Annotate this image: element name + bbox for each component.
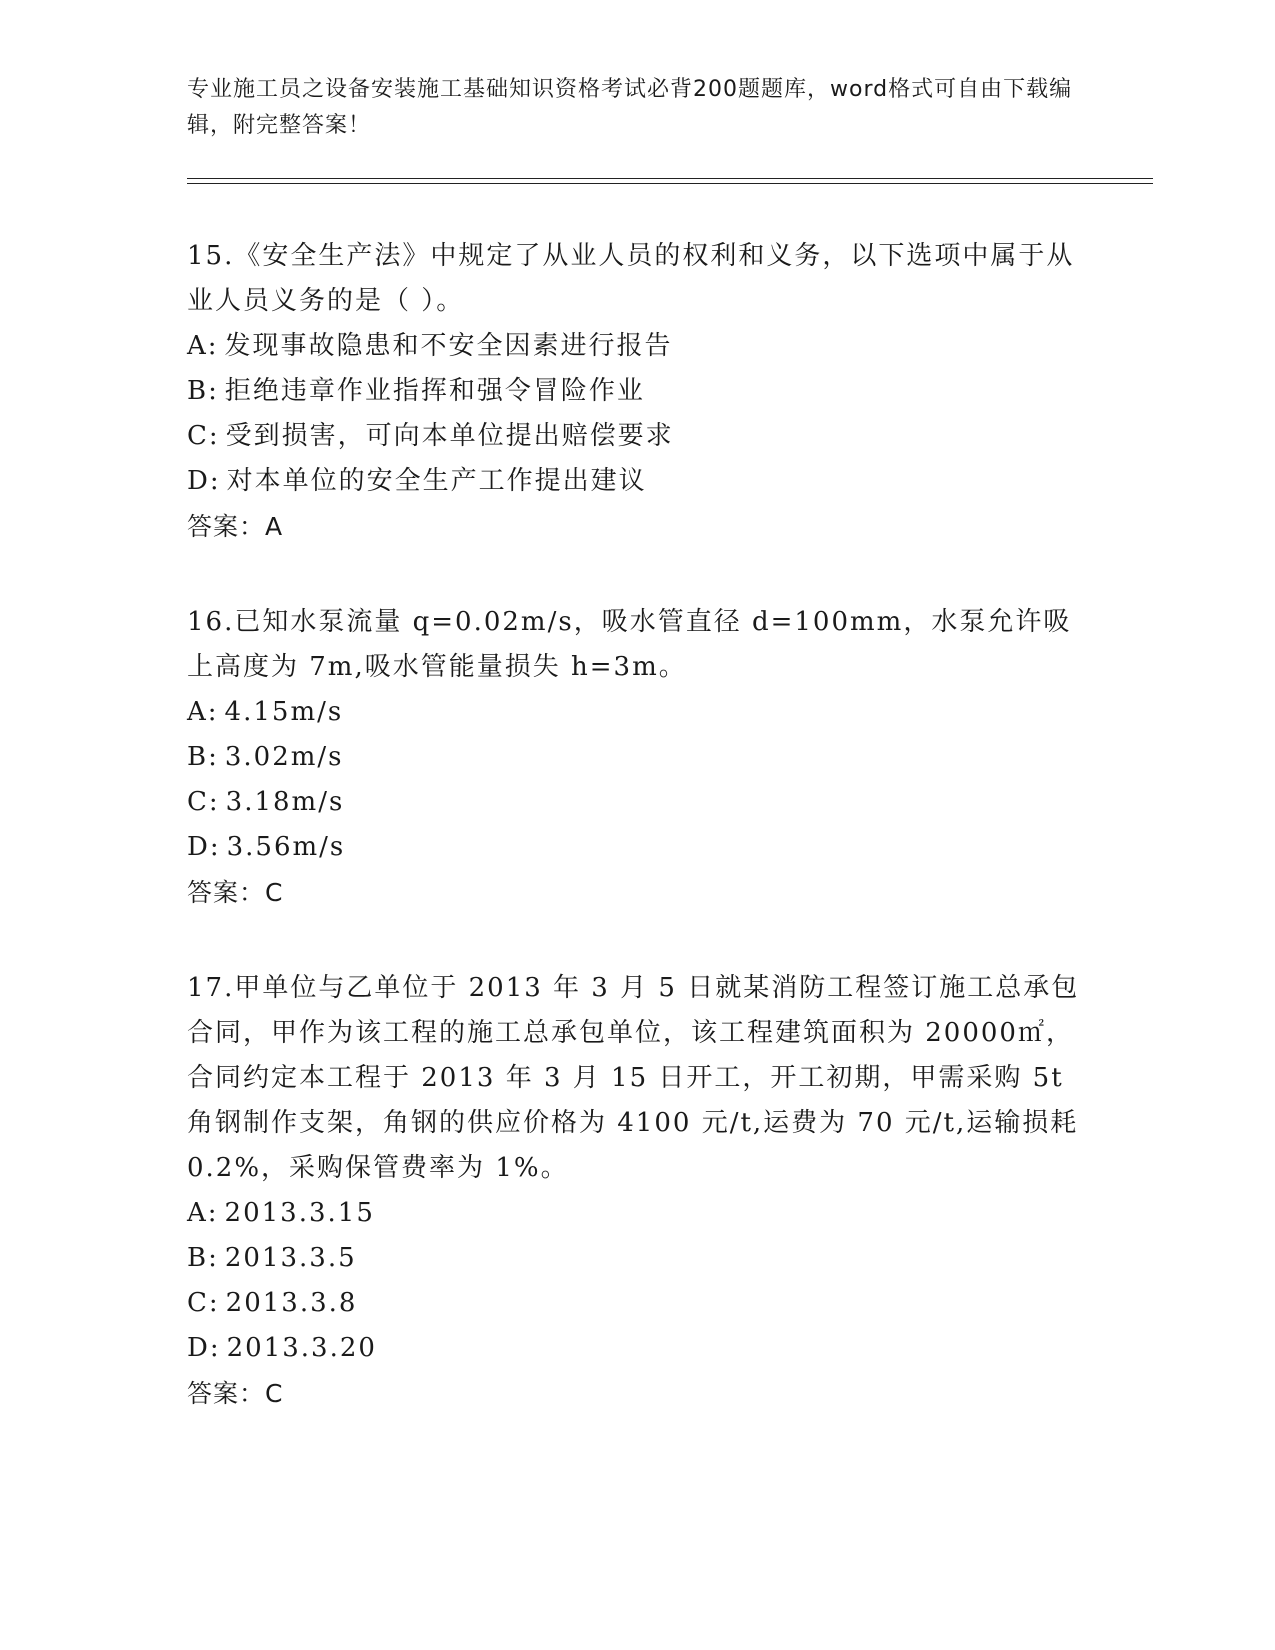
option-d: [187, 825, 1087, 870]
option-label: C:: [187, 421, 220, 451]
answer: 答案：C: [187, 1379, 284, 1408]
option-label: C:: [187, 1288, 220, 1318]
option-text: 2013.3.5: [224, 1243, 357, 1273]
option-label: B:: [187, 376, 219, 406]
option-text: 3.56m/s: [226, 832, 346, 862]
question-text: 16.已知水泵流量 q=0.02m/s，吸水管直径 d=100mm，水泵允许吸上高度为 7m,吸水管能量损失 h=3m。: [187, 607, 1072, 682]
option-c: [187, 1281, 1087, 1326]
option-label: C:: [187, 787, 220, 817]
option-text: 受到损害，可向本单位提出赔偿要求: [225, 421, 674, 451]
answer: 答案：A: [187, 512, 284, 541]
question-15: [187, 234, 1087, 549]
option-label: A:: [187, 331, 219, 361]
option-text: 2013.3.15: [224, 1198, 375, 1228]
header-divider-bottom: [187, 183, 1153, 184]
question-text: 17.甲单位与乙单位于 2013 年 3 月 5 日就某消防工程签订施工总承包合同，甲作为该工程的施工总承包单位，该工程建筑面积为 20000㎡，合同约定本工程于 2013 年 3 月 15 日开工，开工初期，甲需采购 5t 角钢制作支架，角钢的供应价格为 4100 元/t,运费为 70 元/t,运输损耗 0.2%，采购保管费率为 1%。: [187, 973, 1080, 1183]
answer: 答案：C: [187, 878, 284, 907]
option-c: [187, 780, 1087, 825]
option-text: 拒绝违章作业指挥和强令冒险作业: [224, 376, 645, 406]
option-b: [187, 369, 1087, 414]
question-16: [187, 600, 1087, 915]
option-b: [187, 1236, 1087, 1281]
option-a: [187, 1191, 1087, 1236]
option-text: 2013.3.8: [225, 1288, 358, 1318]
option-b: [187, 735, 1087, 780]
option-label: D:: [187, 466, 221, 496]
question-17: [187, 966, 1087, 1416]
option-label: D:: [187, 1333, 221, 1363]
option-label: A:: [187, 1198, 219, 1228]
option-a: [187, 324, 1087, 369]
option-text: 3.18m/s: [225, 787, 345, 817]
question-text: 15.《安全生产法》中规定了从业人员的权利和义务，以下选项中属于从业人员义务的是（ ）。: [187, 241, 1075, 316]
option-d: [187, 459, 1087, 504]
option-text: 2013.3.20: [226, 1333, 377, 1363]
option-label: B:: [187, 742, 219, 772]
option-label: A:: [187, 697, 219, 727]
option-d: [187, 1326, 1087, 1371]
header-divider-top: [187, 178, 1153, 179]
option-a: [187, 690, 1087, 735]
option-text: 对本单位的安全生产工作提出建议: [226, 466, 647, 496]
option-label: B:: [187, 1243, 219, 1273]
option-text: 发现事故隐患和不安全因素进行报告: [224, 331, 673, 361]
document-header: 专业施工员之设备安装施工基础知识资格考试必背200题题库，word格式可自由下载编辑，附完整答案！: [187, 77, 1073, 138]
option-text: 3.02m/s: [224, 742, 344, 772]
option-label: D:: [187, 832, 221, 862]
option-c: [187, 414, 1087, 459]
option-text: 4.15m/s: [224, 697, 344, 727]
